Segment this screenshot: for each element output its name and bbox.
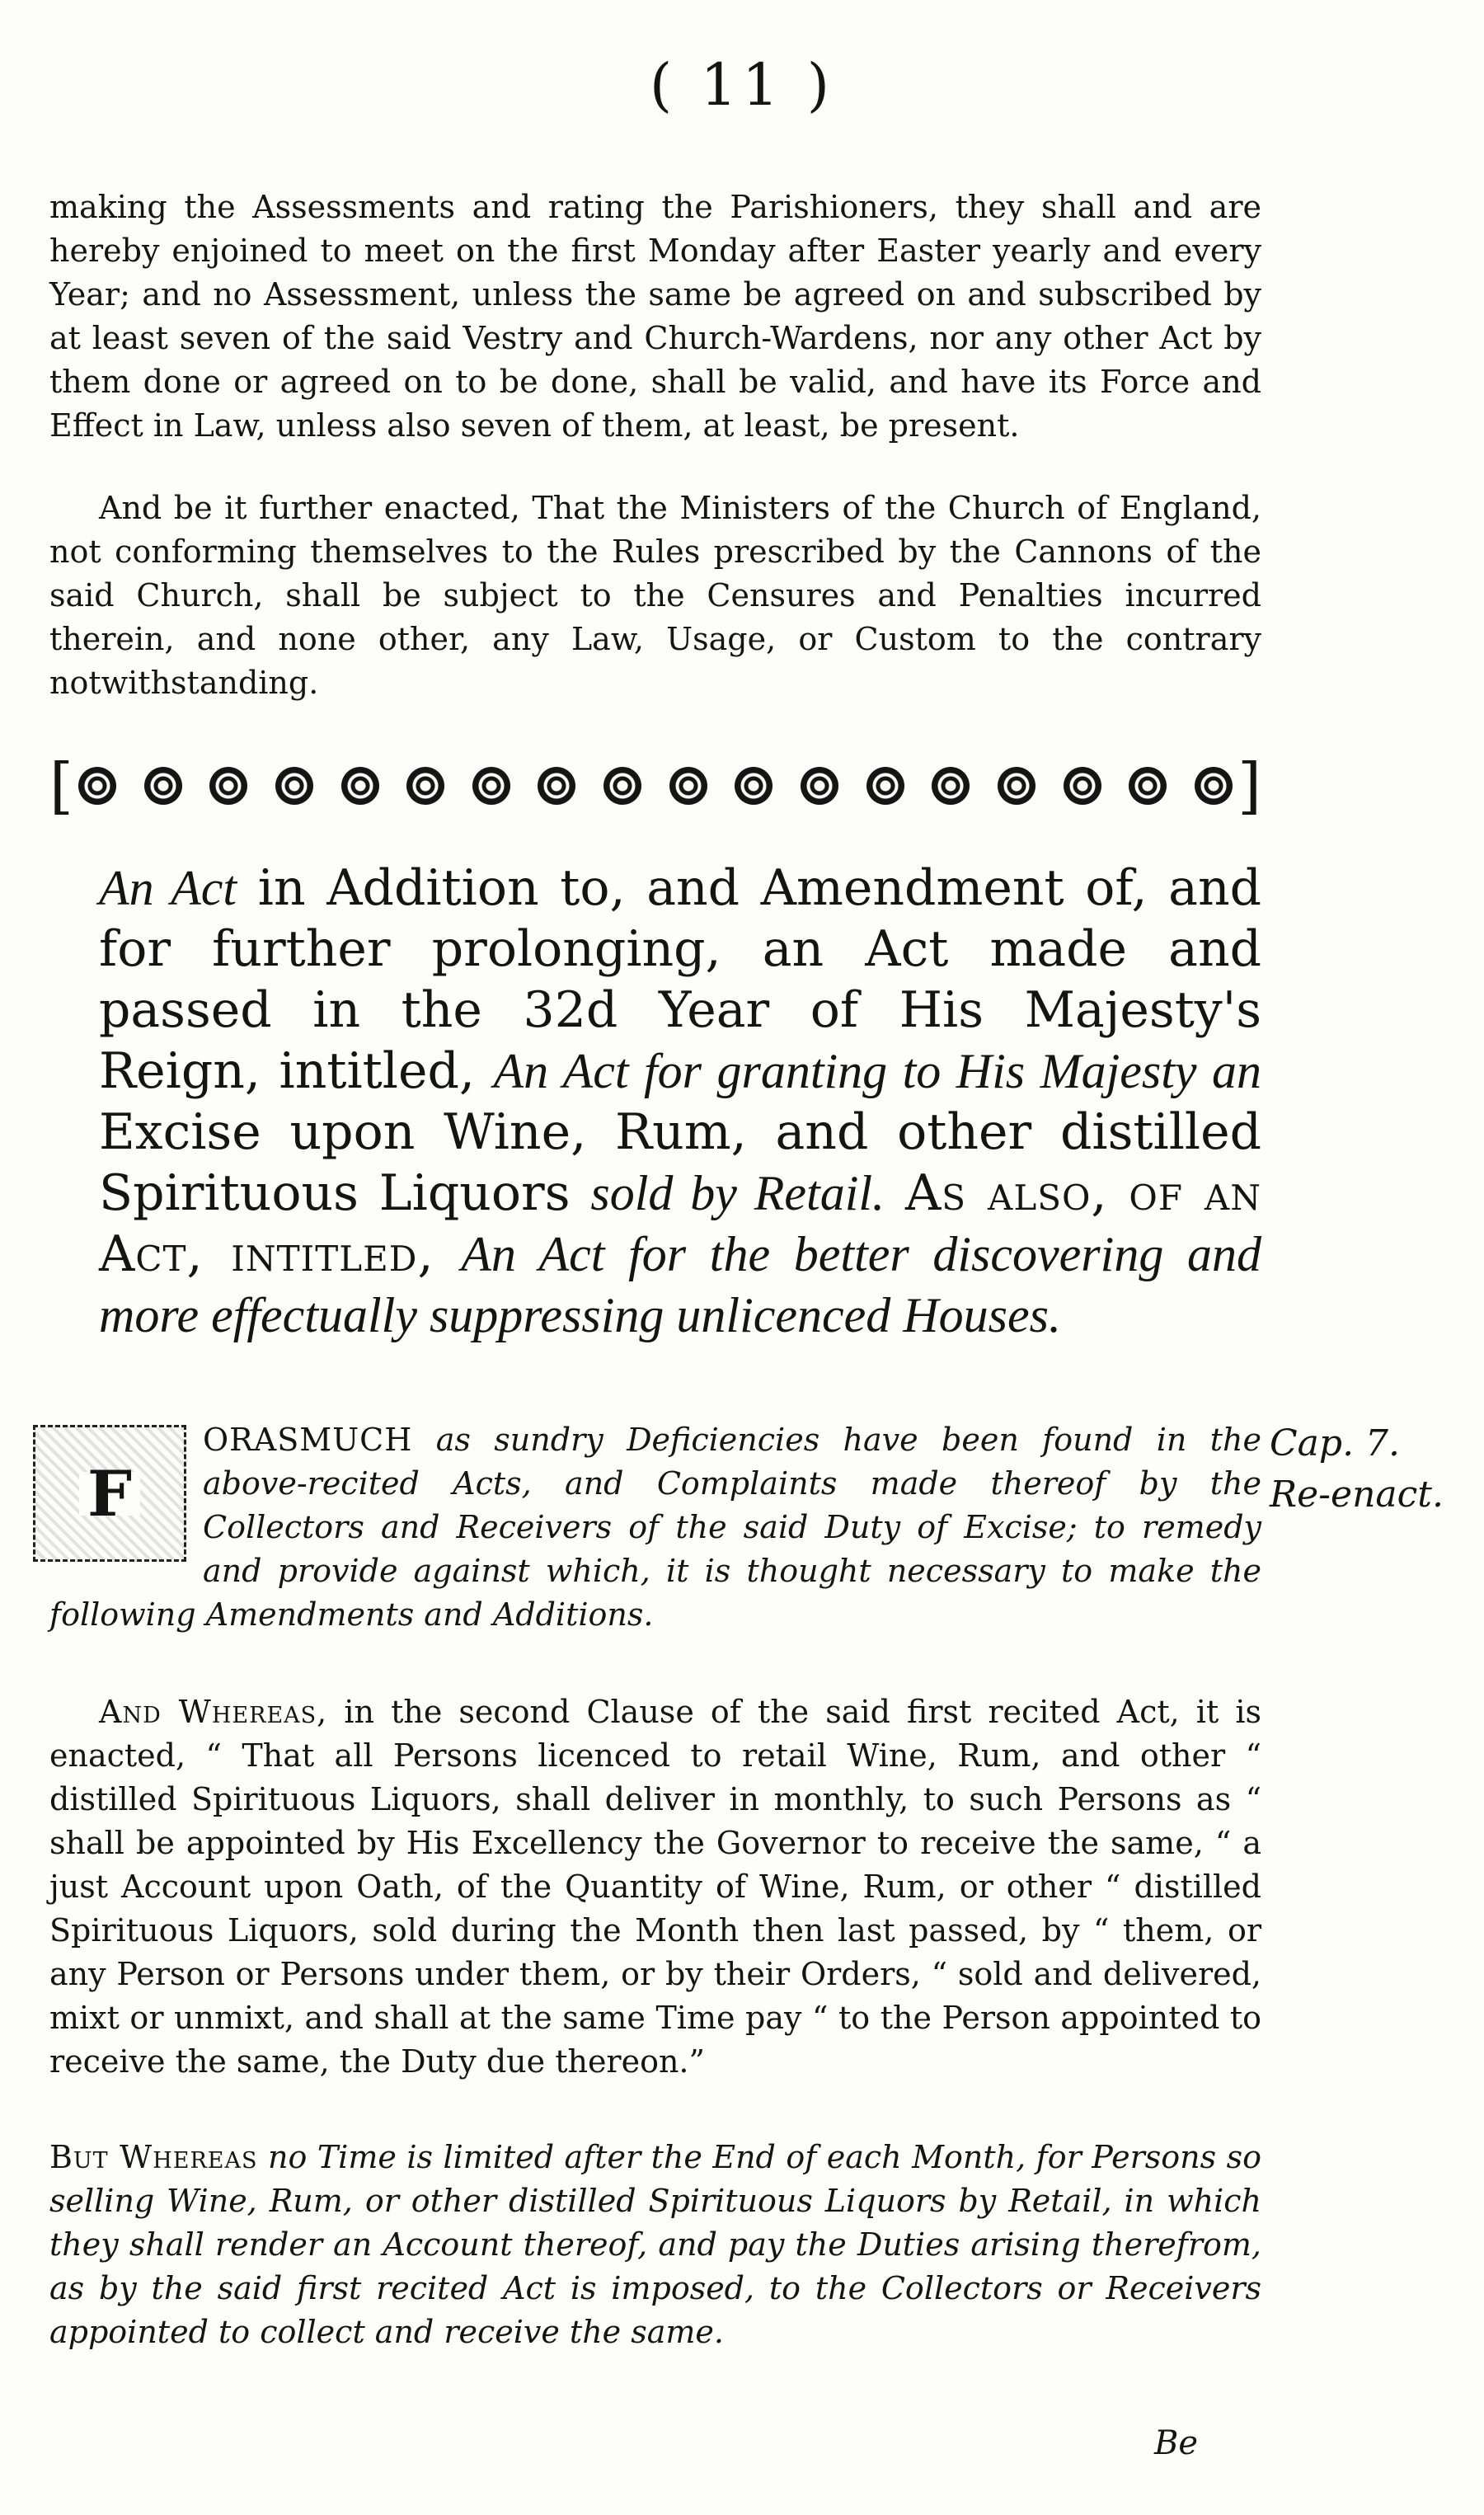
ornament-flower-icon [341, 767, 379, 805]
ornament-flower-icon [932, 767, 970, 805]
ornament-flower-icon [144, 767, 182, 805]
ornament-flower-icon [472, 767, 510, 805]
act-title [99, 858, 1261, 1346]
drop-cap [33, 1425, 186, 1562]
act-title-lead: An Act [99, 861, 237, 915]
act-title-retail: sold by Retail. [590, 1166, 885, 1220]
paragraph-but-whereas-text [49, 2136, 1261, 2354]
paragraph-ministers [49, 487, 1261, 705]
margin-note-chapter: Cap. 7. [1270, 1422, 1401, 1464]
ornament-flower-row [73, 767, 1237, 805]
ornament-flower-icon [801, 767, 838, 805]
act-title-suppressing: An Act for the better discovering and more effectually suppressing unlicenced Houses. [99, 1227, 1261, 1342]
ornament-flower-icon [866, 767, 904, 805]
act-title-excise: Excise upon Wine, Rum, and other distilled Spirituous Liquors [99, 1103, 1261, 1222]
ornament-flower-icon [275, 767, 313, 805]
paragraph-whereas-lead: And Whereas, [99, 1694, 328, 1730]
paragraph-forasmuch-body: as sundry Deficiencies have been found in the above-recited Acts, and Complaints made thereof by the Collectors and Receivers of the said Duty of Excise; to remedy and provide against which, it is thought necessary to make the following Amendments and Additions. [49, 1422, 1261, 1633]
paragraph-assessments [49, 186, 1261, 448]
paragraph-but-whereas-body: no Time is limited after the End of each Month, for Persons so selling Wine, Rum, or other distilled Spirituous Liquors by Retail, in which they shall render an Account thereof, and pay the Duties arising therefrom, as by the said first recited Act is imposed, to the Collectors or Receivers appointed to collect and receive the same. [49, 2139, 1261, 2350]
page-number: ( 11 ) [649, 51, 835, 119]
ornament-flower-icon [538, 767, 575, 805]
paragraph-whereas [49, 1690, 1261, 2084]
ornamental-divider [49, 749, 1261, 823]
margin-note [1270, 1418, 1476, 1521]
act-title-cited: An Act for granting to His Majesty an [493, 1044, 1261, 1098]
drop-cap-letter: F [79, 1472, 140, 1516]
ornament-flower-icon [998, 767, 1036, 805]
ornament-flower-icon [603, 767, 641, 805]
ornament-flower-icon [406, 767, 444, 805]
paragraph-forasmuch-text [49, 1418, 1261, 1637]
paragraph-but-whereas [49, 2136, 1261, 2354]
margin-note-status: Re-enact. [1270, 1474, 1444, 1516]
ornament-flower-icon [669, 767, 707, 805]
ornament-close-bracket: ] [1237, 750, 1261, 821]
paragraph-whereas-text [49, 1690, 1261, 2084]
ornament-flower-icon [1064, 767, 1101, 805]
ornament-open-bracket: [ [49, 750, 73, 821]
paragraph-but-whereas-lead: But Whereas [49, 2139, 258, 2175]
paragraph-forasmuch [49, 1418, 1261, 1637]
paragraph-whereas-body: in the second Clause of the said first recited Act, it is enacted, “ That all Persons licenced to retail Wine, Rum, and other “ distilled Spirituous Liquors, shall deliver in monthly, to such Persons as “ shall be appointed by His Excellency the Governor to receive the same, “ a just Account upon Oath, of the Quantity of Wine, Rum, or other “ distilled Spirituous Liquors, sold during the Month then last passed, by “ them, or any Person or Persons under them, or by their Orders, “ sold and delivered, mixt or unmixt, and shall at the same Time pay “ to the Person appointed to receive the same, the Duty due thereon.” [49, 1694, 1261, 2080]
act-title-main: in Addition to, and Amendment of, and for further prolonging, an Act made and passed in the 32d Year of His Majesty's Reign, intitled, [99, 859, 1261, 1100]
paragraph-forasmuch-head: ORASMUCH [203, 1422, 413, 1458]
ornament-flower-icon [735, 767, 773, 805]
ornament-flower-icon [1129, 767, 1167, 805]
ornament-flower-icon [78, 767, 116, 805]
ornament-flower-icon [1195, 767, 1233, 805]
paragraph-assessments-text: making the Assessments and rating the Parishioners, they shall and are hereby enjoined to meet on the first Monday after Easter yearly and every Year; and no Assessment, unless the same be agreed on and subscribed by at least seven of the said Vestry and Church-Wardens, nor any other Act by them done or agreed on to be done, shall be valid, and have its Force and Effect in Law, unless also seven of them, at least, be present. [49, 189, 1261, 444]
ornament-flower-icon [209, 767, 247, 805]
act-title-also: As also, of an Act, intitled, [99, 1164, 1261, 1283]
paragraph-ministers-text: And be it further enacted, That the Ministers of the Church of England, not conforming themselves to the Rules prescribed by the Cannons of the said Church, shall be subject to the Censures and Penalties incurred therein, and none other, any Law, Usage, or Custom to the contrary notwithstanding. [49, 490, 1261, 701]
catchword: Be [1154, 2424, 1199, 2462]
